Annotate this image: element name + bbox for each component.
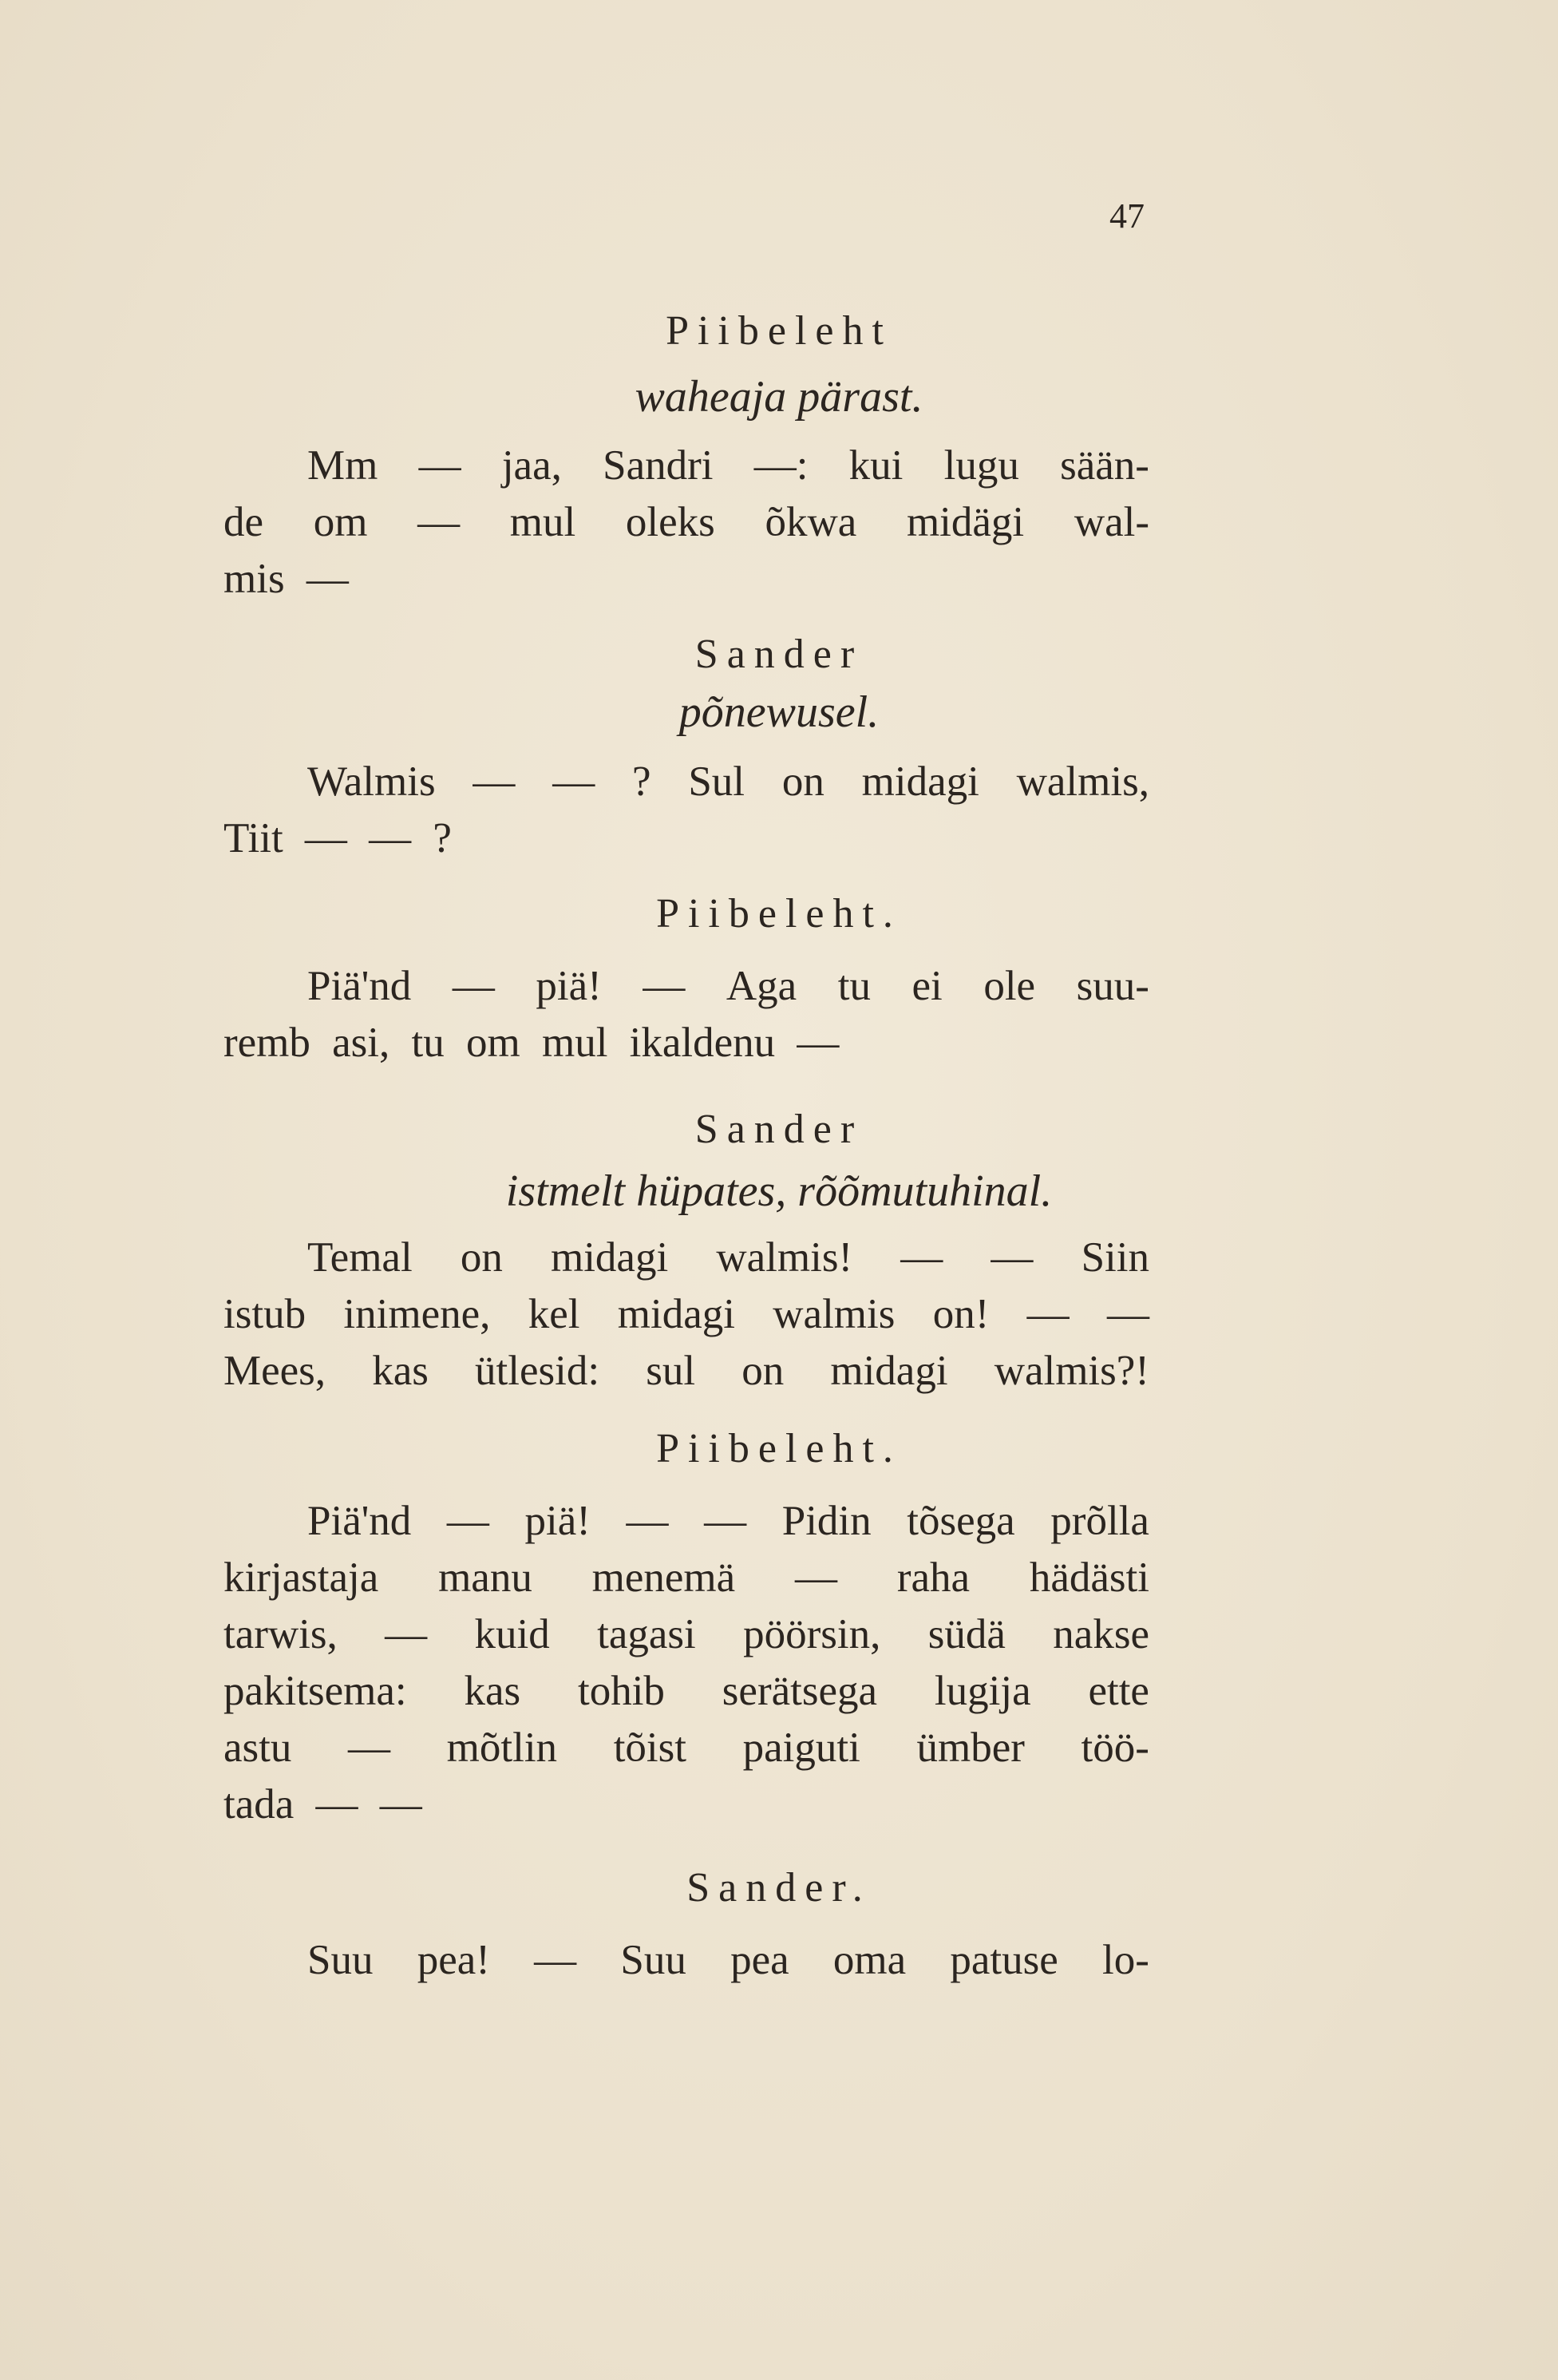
word: kuid	[474, 1611, 550, 1657]
word: manu	[438, 1554, 532, 1601]
word: midagi	[861, 758, 979, 805]
word: kas	[464, 1668, 521, 1714]
word: piä!	[524, 1498, 591, 1544]
text-line	[223, 754, 1149, 810]
word: mõtlin	[446, 1725, 558, 1771]
word: lugija	[934, 1668, 1031, 1714]
word: —	[385, 1611, 428, 1657]
word: tõsega	[907, 1498, 1015, 1544]
word: kel	[528, 1291, 580, 1337]
text-line	[223, 1286, 1149, 1343]
word: nakse	[1053, 1611, 1149, 1657]
word: tohib	[577, 1668, 665, 1714]
text-line: tada — —	[223, 1781, 422, 1828]
word: om	[313, 499, 368, 545]
word: lo-	[1102, 1937, 1149, 1983]
word: on	[741, 1348, 785, 1394]
word: —	[452, 963, 495, 1009]
word: piä!	[536, 963, 602, 1009]
word: Piä'nd	[307, 1498, 412, 1544]
word: —	[626, 1498, 669, 1544]
text-line	[223, 958, 1149, 1015]
word: midagi	[617, 1291, 735, 1337]
word: õkwa	[765, 499, 857, 545]
stage-direction: põnewusel.	[678, 687, 880, 737]
word: Suu	[620, 1937, 686, 1983]
word: wal-	[1074, 499, 1149, 545]
speaker-name: Sander.	[686, 1865, 872, 1911]
stage-direction: waheaja pärast.	[635, 372, 923, 422]
stage-direction: istmelt hüpates, rõõmutuhinal.	[505, 1166, 1053, 1216]
word: —	[446, 1498, 489, 1544]
word: paiguti	[742, 1725, 860, 1771]
word: —	[417, 499, 461, 545]
speaker-name: Sander	[694, 1107, 864, 1152]
word: pea!	[417, 1937, 490, 1983]
word: prõlla	[1050, 1498, 1149, 1544]
word: walmis!	[716, 1234, 853, 1281]
word: kui	[848, 442, 904, 489]
word: tõist	[613, 1725, 687, 1771]
dialogue-paragraph	[223, 1932, 1149, 1989]
word: tagasi	[597, 1611, 696, 1657]
word: —	[643, 963, 686, 1009]
word: pakitsema:	[223, 1668, 407, 1714]
word: Piä'nd	[307, 963, 412, 1009]
word: astu	[223, 1725, 292, 1771]
word: serätsega	[722, 1668, 878, 1714]
text-line	[223, 1932, 1149, 1989]
word: ?	[632, 758, 651, 805]
dialogue-paragraph	[223, 958, 1149, 1071]
word: pöörsin,	[743, 1611, 881, 1657]
word: Suu	[307, 1937, 374, 1983]
word: —	[1026, 1291, 1070, 1337]
word: —	[1106, 1291, 1149, 1337]
word: walmis?!	[994, 1348, 1149, 1394]
word: Walmis	[307, 758, 436, 805]
word: inimene,	[343, 1291, 491, 1337]
text-line	[223, 1230, 1149, 1286]
word: kirjastaja	[223, 1554, 379, 1601]
word: ümber	[916, 1725, 1025, 1771]
word: —	[534, 1937, 577, 1983]
word: Mees,	[223, 1348, 326, 1394]
word: pea	[730, 1937, 789, 1983]
word: ole	[983, 963, 1036, 1009]
word: —	[473, 758, 516, 805]
word: menemä	[591, 1554, 736, 1601]
word: ei	[911, 963, 943, 1009]
word: —	[704, 1498, 747, 1544]
word: on!	[932, 1291, 990, 1337]
word: sul	[646, 1348, 696, 1394]
word: Temal	[307, 1234, 413, 1281]
word: walmis,	[1016, 758, 1149, 805]
dialogue-paragraph	[223, 754, 1149, 867]
word: on	[781, 758, 824, 805]
text-line	[223, 1720, 1149, 1776]
word: Mm	[307, 442, 378, 489]
word: patuse	[950, 1937, 1058, 1983]
word: Sandri	[603, 442, 714, 489]
word: tu	[837, 963, 871, 1009]
word: südä	[927, 1611, 1006, 1657]
word: hädästi	[1029, 1554, 1149, 1601]
word: mul	[509, 499, 576, 545]
word: tarwis,	[223, 1611, 338, 1657]
word: —	[991, 1234, 1034, 1281]
text-line	[223, 1663, 1149, 1720]
text-line: mis —	[223, 556, 349, 602]
word: lugu	[943, 442, 1019, 489]
word: ütlesid:	[475, 1348, 600, 1394]
text-line	[223, 1550, 1149, 1606]
word: walmis	[773, 1291, 896, 1337]
word: —	[552, 758, 595, 805]
word: oma	[832, 1937, 907, 1983]
word: istub	[223, 1291, 306, 1337]
word: midagi	[550, 1234, 669, 1281]
word: raha	[896, 1554, 971, 1601]
word: —	[418, 442, 461, 489]
word: Pidin	[781, 1498, 872, 1544]
word: Sul	[688, 758, 745, 805]
word: Siin	[1081, 1234, 1149, 1281]
speaker-name: Sander	[694, 632, 864, 677]
word: de	[223, 499, 264, 545]
word: Aga	[726, 963, 797, 1009]
word: jaa,	[501, 442, 562, 489]
dialogue-paragraph	[223, 438, 1149, 608]
word: midagi	[830, 1348, 948, 1394]
word: midägi	[906, 499, 1025, 545]
word: töö-	[1081, 1725, 1149, 1771]
text-line	[223, 494, 1149, 551]
word: on	[460, 1234, 503, 1281]
word: sään-	[1060, 442, 1149, 489]
word: ette	[1088, 1668, 1149, 1714]
word: suu-	[1076, 963, 1149, 1009]
speaker-name: Piibeleht.	[656, 891, 902, 937]
text-line	[223, 438, 1149, 494]
speaker-name: Piibeleht	[666, 308, 892, 354]
word: —:	[753, 442, 809, 489]
speaker-name: Piibeleht.	[656, 1426, 902, 1471]
word: —	[348, 1725, 391, 1771]
text-line: remb asi, tu om mul ikaldenu —	[223, 1020, 840, 1066]
word: oleks	[625, 499, 715, 545]
word: —	[795, 1554, 838, 1601]
text-line	[223, 1343, 1149, 1400]
dialogue-paragraph	[223, 1493, 1149, 1833]
word: —	[900, 1234, 943, 1281]
page-number: 47	[1109, 196, 1145, 236]
dialogue-paragraph	[223, 1230, 1149, 1400]
word: kas	[372, 1348, 429, 1394]
text-line: Tiit — — ?	[223, 815, 452, 861]
text-line	[223, 1606, 1149, 1663]
text-line	[223, 1493, 1149, 1550]
